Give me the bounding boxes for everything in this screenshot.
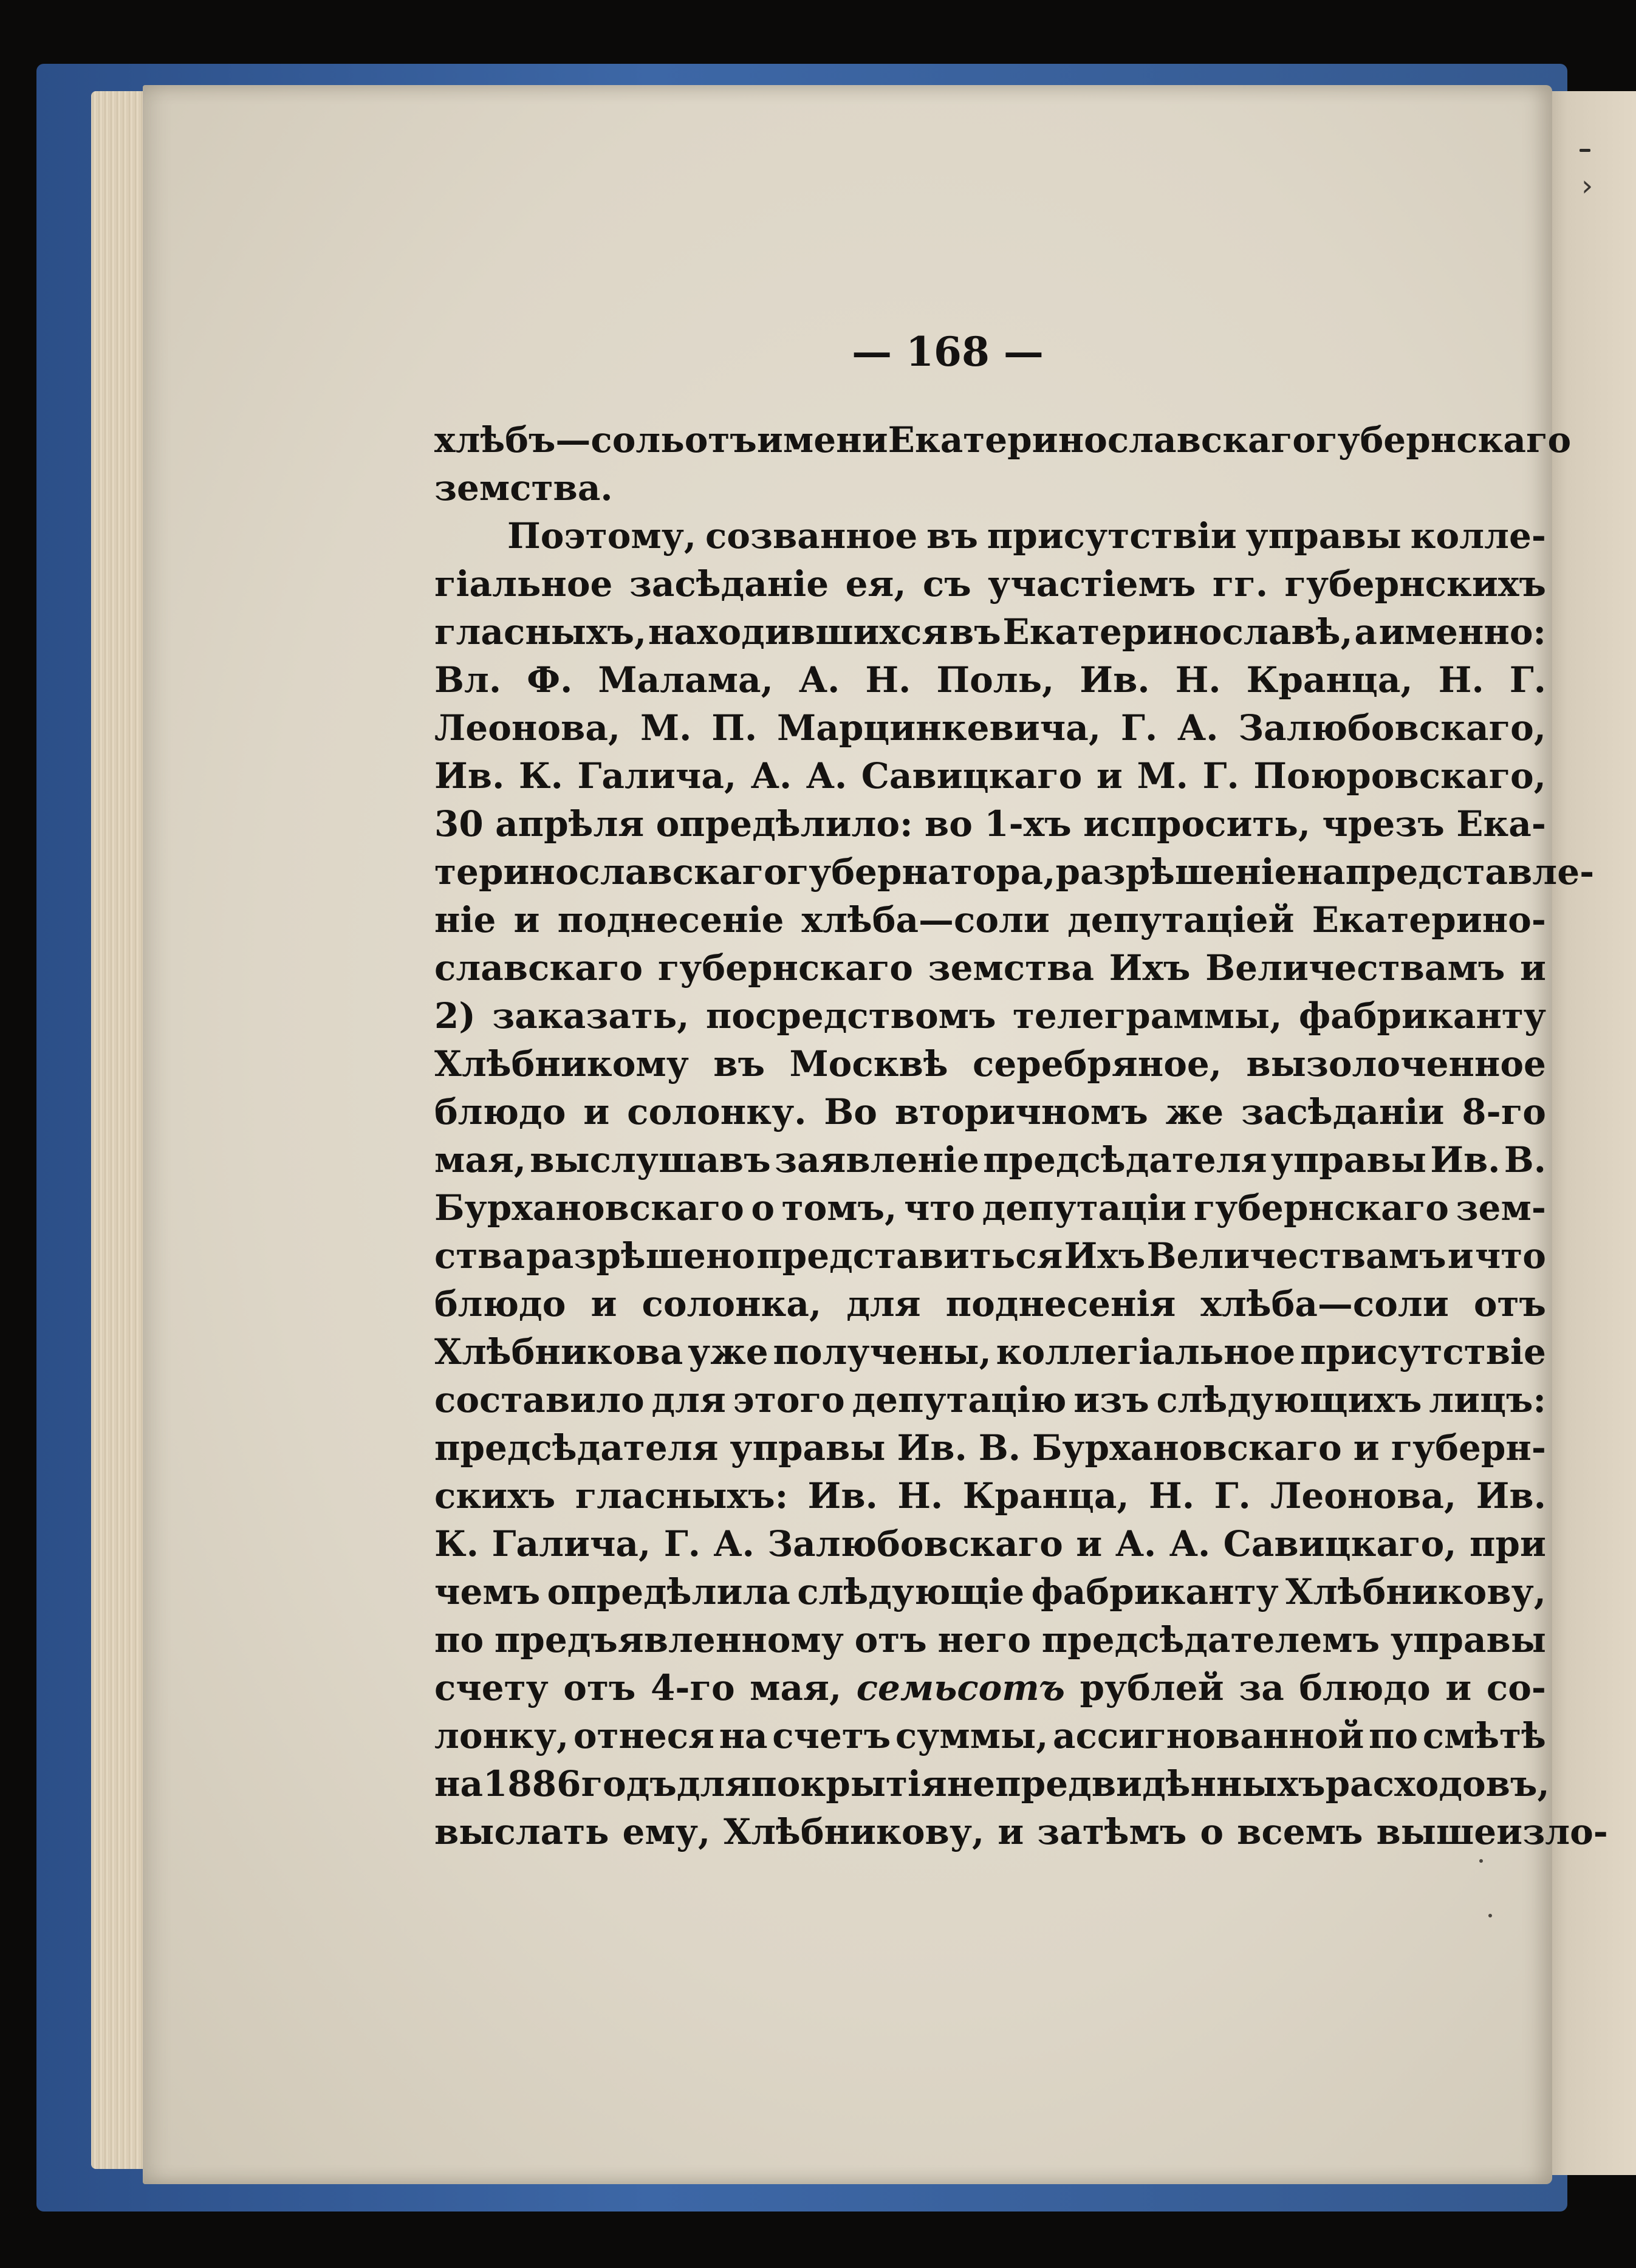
text-line: теринославскаго губернатора, разрѣшеніе на представле- — [434, 851, 1595, 892]
text-line: составило для этого депутацію изъ слѣдующихъ лицъ: — [434, 1379, 1546, 1420]
text-line: хлѣбъ—соль отъ имени Екатеринославскаго губернскаго — [434, 419, 1572, 461]
text-line: выслать ему, Хлѣбникову, и затѣмъ о всемъ вышеизло- — [434, 1811, 1608, 1852]
paper-speck — [1488, 1914, 1492, 1917]
text-line: Поэтому, созванное въ присутствіи управы колле- — [507, 515, 1546, 557]
text-line: 30 апрѣля опредѣлило: во 1-хъ испросить, чрезъ Ека- — [434, 803, 1546, 845]
text-line: ства разрѣшено представиться Ихъ Величествамъ и что — [434, 1235, 1546, 1276]
text-line: блюдо и солонку. Во вторичномъ же засѣданіи 8-го — [434, 1091, 1546, 1132]
text-line: К. Галича, Г. А. Залюбовскаго и А. А. Савицкаго, при — [434, 1523, 1546, 1564]
corner-mark: › — [1581, 169, 1593, 203]
text-line: лонку, отнеся на счетъ суммы, ассигнованной по смѣтѣ — [434, 1715, 1546, 1756]
next-page-edge — [1543, 91, 1636, 2175]
body-text — [434, 416, 1608, 1856]
next-page-mark — [1580, 149, 1590, 152]
text-line: 2) заказать, посредствомъ телеграммы, фабриканту — [434, 995, 1546, 1036]
text-line: Хлѣбникова уже получены, коллегіальное присутствіе — [434, 1331, 1546, 1372]
text-line: ніе и поднесеніе хлѣба—соли депутаціей Екатерино- — [434, 899, 1546, 940]
text-line: мая, выслушавъ заявленіе предсѣдателя управы Ив. В. — [434, 1139, 1546, 1180]
text-line: земства. — [434, 467, 613, 509]
text-line: блюдо и солонка, для поднесенія хлѣба—соли отъ — [434, 1283, 1546, 1324]
text-line: Вл. Ф. Малама, А. Н. Поль, Ив. Н. Кранца, Н. Г. — [434, 659, 1546, 701]
book-page — [143, 85, 1608, 2184]
text-line: счету отъ 4-го мая, семьсотъ рублей за блюдо и со- — [434, 1667, 1546, 1708]
text-line: Бурхановскаго о томъ, что депутаціи губернскаго зем- — [434, 1187, 1546, 1228]
text-line: скихъ гласныхъ: Ив. Н. Кранца, Н. Г. Леонова, Ив. — [434, 1475, 1546, 1516]
text-line: предсѣдателя управы Ив. В. Бурхановскаго и губерн- — [434, 1427, 1546, 1468]
page-number: — 168 — — [852, 328, 1044, 375]
paper-speck — [1479, 1859, 1483, 1863]
text-line: гіальное засѣданіе ея, съ участіемъ гг. губернскихъ — [434, 563, 1546, 605]
text-line: славскаго губернскаго земства Ихъ Величествамъ и — [434, 947, 1546, 988]
text-line: чемъ опредѣлила слѣдующіе фабриканту Хлѣбникову, — [434, 1571, 1546, 1612]
text-line: по предъявленному отъ него предсѣдателемъ управы — [434, 1619, 1546, 1660]
text-line: Хлѣбникому въ Москвѣ серебряное, вызолоченное — [434, 1043, 1546, 1084]
text-line: гласныхъ, находившихся въ Екатеринославѣ, а именно: — [434, 611, 1546, 653]
text-line: Леонова, М. П. Марцинкевича, Г. А. Залюбовскаго, — [434, 707, 1546, 749]
text-line: на 1886 годъ для покрытія непредвидѣнныхъ расходовъ, — [434, 1763, 1550, 1804]
text-line: Ив. К. Галича, А. А. Савицкаго и М. Г. Поюровскаго, — [434, 755, 1546, 797]
